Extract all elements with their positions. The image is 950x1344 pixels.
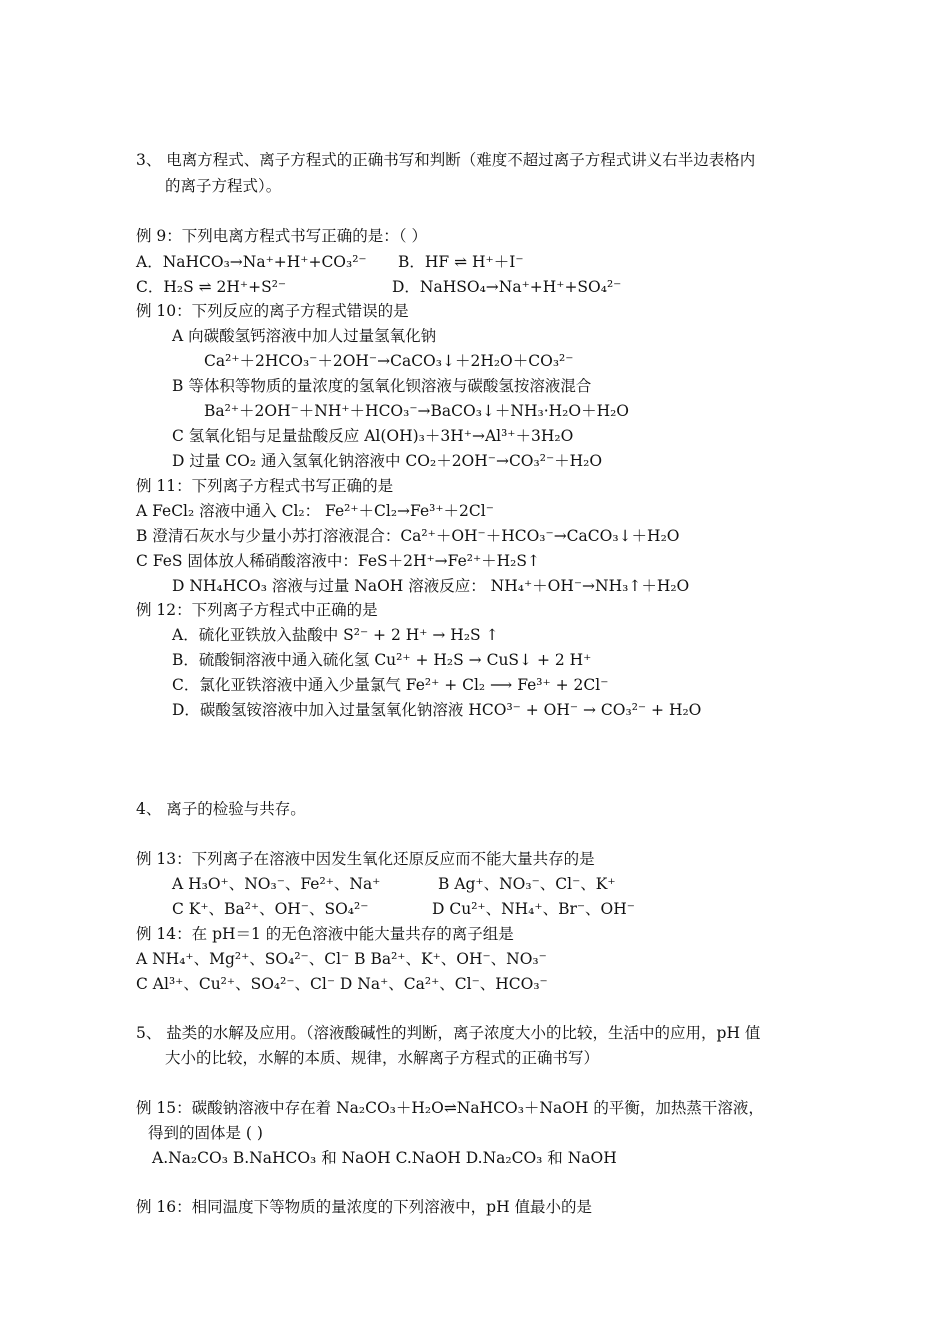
example-13-option-d: D Cu²⁺、NH₄⁺、Br⁻、OH⁻ xyxy=(432,900,635,918)
section-4-title: 4、 离子的检验与共存。 xyxy=(136,800,306,818)
example-12-option-c: C．氯化亚铁溶液中通入少量氯气 Fe²⁺ + Cl₂ ⟶ Fe³⁺ + 2Cl⁻ xyxy=(172,676,609,694)
example-13-question: 例 13：下列离子在溶液中因发生氧化还原反应而不能大量共存的是 xyxy=(136,850,595,868)
example-11-question: 例 11：下列离子方程式书写正确的是 xyxy=(136,477,394,495)
example-10-option-a: A 向碳酸氢钙溶液中加人过量氢氧化钠 xyxy=(172,327,437,345)
example-12-option-d: D．碳酸氢铵溶液中加入过量氢氧化钠溶液 HCO³⁻ + OH⁻ → CO₃²⁻ + H₂O xyxy=(172,701,702,719)
section-3-title-line-2: 的离子方程式）。 xyxy=(165,177,282,195)
example-11-option-d: D NH₄HCO₃ 溶液与过量 NaOH 溶液反应： NH₄⁺＋OH⁻→NH₃↑＋H₂O xyxy=(172,577,690,595)
example-11-option-a: A FeCl₂ 溶液中通入 Cl₂： Fe²⁺＋Cl₂→Fe³⁺＋2Cl⁻ xyxy=(136,502,494,520)
example-9-option-d: D．NaHSO₄→Na⁺+H⁺+SO₄²⁻ xyxy=(392,278,622,296)
example-13-option-c: C K⁺、Ba²⁺、OH⁻、SO₄²⁻ xyxy=(172,900,369,918)
example-13-option-a: A H₃O⁺、NO₃⁻、Fe²⁺、Na⁺ xyxy=(172,875,381,893)
example-14-options-ab: A NH₄⁺、Mg²⁺、SO₄²⁻、Cl⁻ B Ba²⁺、K⁺、OH⁻、NO₃⁻ xyxy=(136,950,547,968)
example-12-option-b: B．硫酸铜溶液中通入硫化氢 Cu²⁺ + H₂S → CuS↓ + 2 H⁺ xyxy=(172,651,592,669)
example-12-option-a: A．硫化亚铁放入盐酸中 S²⁻ + 2 H⁺ → H₂S ↑ xyxy=(172,626,499,644)
example-10-option-b-equation: Ba²⁺＋2OH⁻＋NH⁺＋HCO₃⁻→BaCO₃↓＋NH₃·H₂O＋H₂O xyxy=(204,402,630,420)
section-3-title-line-1: 3、 电离方程式、离子方程式的正确书写和判断（难度不超过离子方程式讲义右半边表格内 xyxy=(136,151,756,169)
section-5-title-line-1: 5、 盐类的水解及应用。（溶液酸碱性的判断，离子浓度大小的比较，生活中的应用，pH 值 xyxy=(136,1024,761,1042)
example-13-option-b: B Ag⁺、NO₃⁻、Cl⁻、K⁺ xyxy=(438,875,616,893)
example-11-option-b: B 澄清石灰水与少量小苏打溶液混合：Ca²⁺＋OH⁻＋HCO₃⁻→CaCO₃↓＋H₂O xyxy=(136,527,680,545)
example-11-option-c: C FeS 固体放人稀硝酸溶液中：FeS＋2H⁺→Fe²⁺＋H₂S↑ xyxy=(136,552,540,570)
example-10-option-c: C 氢氧化铝与足量盐酸反应 Al(OH)₃＋3H⁺→Al³⁺＋3H₂O xyxy=(172,427,574,445)
example-9-option-a: A．NaHCO₃→Na⁺+H⁺+CO₃²⁻ xyxy=(136,253,367,271)
example-9-question: 例 9：下列电离方程式书写正确的是：（ ） xyxy=(136,227,427,245)
example-10-question: 例 10：下列反应的离子方程式错误的是 xyxy=(136,302,409,320)
example-10-option-b: B 等体积等物质的量浓度的氢氧化钡溶液与碳酸氢按溶液混合 xyxy=(172,377,592,395)
example-14-question: 例 14：在 pH＝1 的无色溶液中能大量共存的离子组是 xyxy=(136,925,514,943)
example-12-question: 例 12：下列离子方程式中正确的是 xyxy=(136,601,378,619)
example-15-question-line-1: 例 15：碳酸钠溶液中存在着 Na₂CO₃＋H₂O⇌NaHCO₃＋NaOH 的平衡，加热蒸干溶液， xyxy=(136,1099,764,1117)
example-16-question: 例 16：相同温度下等物质的量浓度的下列溶液中，pH 值最小的是 xyxy=(136,1198,593,1216)
example-9-option-c: C．H₂S ⇌ 2H⁺+S²⁻ xyxy=(136,278,287,296)
example-9-option-b: B．HF ⇌ H⁺＋I⁻ xyxy=(398,253,524,271)
example-10-option-a-equation: Ca²⁺＋2HCO₃⁻＋2OH⁻→CaCO₃↓＋2H₂O＋CO₃²⁻ xyxy=(204,352,574,370)
section-5-title-line-2: 大小的比较，水解的本质、规律，水解离子方程式的正确书写） xyxy=(165,1049,600,1067)
example-14-options-cd: C Al³⁺、Cu²⁺、SO₄²⁻、Cl⁻ D Na⁺、Ca²⁺、Cl⁻、HCO₃⁻ xyxy=(136,975,548,993)
example-10-option-d: D 过量 CO₂ 通入氢氧化钠溶液中 CO₂＋2OH⁻→CO₃²⁻＋H₂O xyxy=(172,452,603,470)
example-15-question-line-2: 得到的固体是 ( ) xyxy=(148,1124,263,1142)
example-15-options: A.Na₂CO₃ B.NaHCO₃ 和 NaOH C.NaOH D.Na₂CO₃ 和 NaOH xyxy=(152,1149,617,1167)
